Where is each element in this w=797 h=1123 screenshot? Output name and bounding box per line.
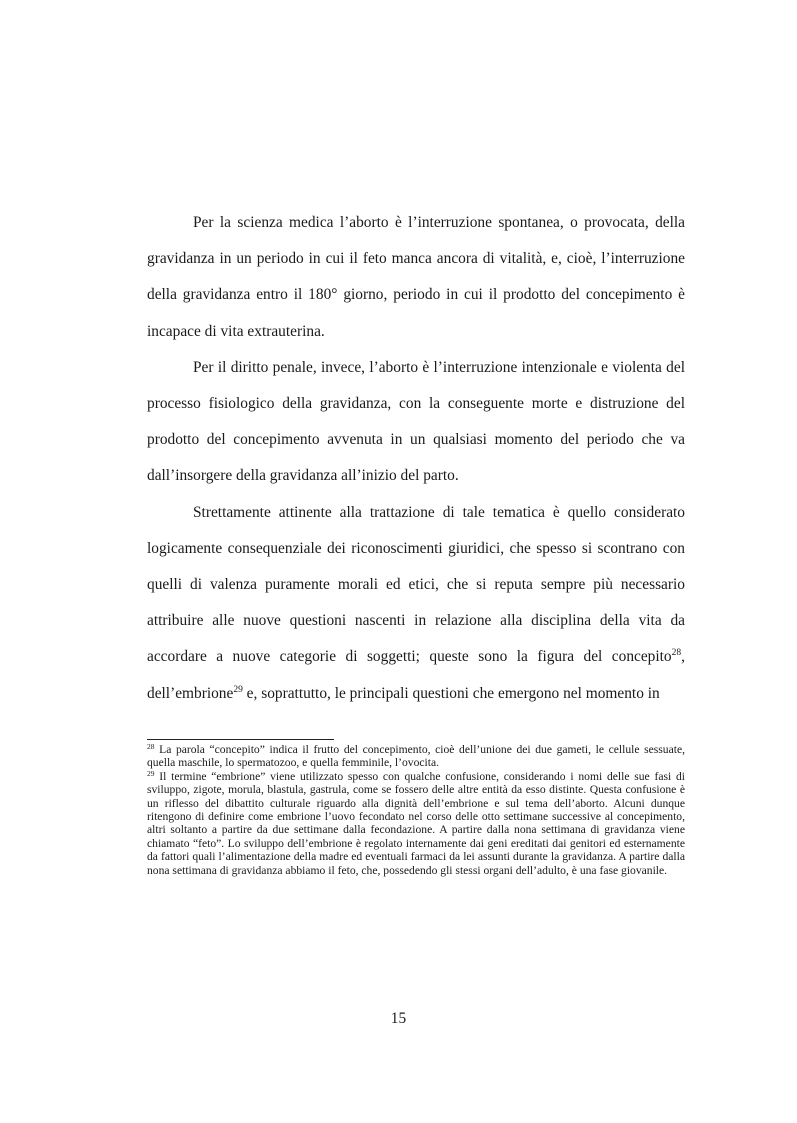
body-text (147, 205, 685, 712)
footnote-number: 29 (147, 768, 155, 778)
paragraph-text-part: Strettamente attinente alla trattazione di tale tematica è quello considerato logicamente consequenziale dei riconoscimenti giuridici, che spesso si scontrano con quelli di valenza puramente morali ed etici, che si reputa sempre più necessario attribuire alle nuove questioni nascenti in relazione alla disciplina della vita da accordare a nuove categorie di soggetti; queste sono la figura del concepito (147, 503, 685, 666)
page-number: 15 (390, 1010, 407, 1027)
footnote-text: La parola “concepito” indica il frutto del concepimento, cioè dell’unione dei due gameti, le cellule sessuate, quella maschile, lo spermatozoo, e quella femminile, l’ovocita. (147, 743, 685, 770)
footnote-number: 28 (147, 742, 155, 751)
footnote-28 (147, 743, 685, 770)
footnote-separator (147, 739, 334, 740)
footnote-reference-28[interactable]: 28 (671, 648, 682, 659)
footnotes (147, 743, 685, 877)
paragraph-medical-definition: Per la scienza medica l’aborto è l’interruzione spontanea, o provocata, della gravidanza in un periodo in cui il feto manca ancora di vitalità, e, cioè, l’interruzione della gravidanza entro il 180° giorno, periodo in cui il prodotto del concepimento è incapace di vita extrauterina. (147, 214, 685, 340)
footnote-text: Il termine “embrione” viene utilizzato spesso con qualche confusione, considerando i nomi delle sue fasi di sviluppo, zigote, morula, blastula, gastrula, come se fossero delle altre entità da esso distinte. Questa confusione è un riflesso del dibattito culturale riguardo alla dignità dell’embrione e sul tema dell’aborto. Alcuni dunque ritengono di definire come embrione l’uovo fecondato nel corso delle otto settimane successive al concepimento, altri soltanto a partire da due settimane dalla fecondazione. A partire dalla nona settimana di gravidanza viene chiamato “feto”. Lo sviluppo dell’embrione è regolato internamente dai geni ereditati dai genitori ed esternamente da fattori quali l’alimentazione della madre ed eventuali farmaci da lei assunti durante la gravidanza. A partire dalla nona settimana di gravidanza abbiamo il feto, che, possedendo gli stessi organi dell’adulto, è una fase giovanile. (147, 769, 685, 877)
paragraph-criminal-law-definition: Per il diritto penale, invece, l’aborto è l’interruzione intenzionale e violenta del processo fisiologico della gravidanza, con la conseguente morte e distruzione del prodotto del concepimento avvenuta in un qualsiasi momento del periodo che va dall’insorgere della gravidanza all’inizio del parto. (147, 358, 685, 485)
paragraph-legal-recognition (147, 495, 685, 712)
paragraph-text-part: e, soprattutto, le principali questioni che emergono nel momento in (242, 684, 660, 702)
footnote-29 (147, 770, 685, 877)
paragraph-text-part: , dell’embrione (147, 648, 685, 702)
footnote-reference-29[interactable]: 29 (233, 684, 243, 695)
